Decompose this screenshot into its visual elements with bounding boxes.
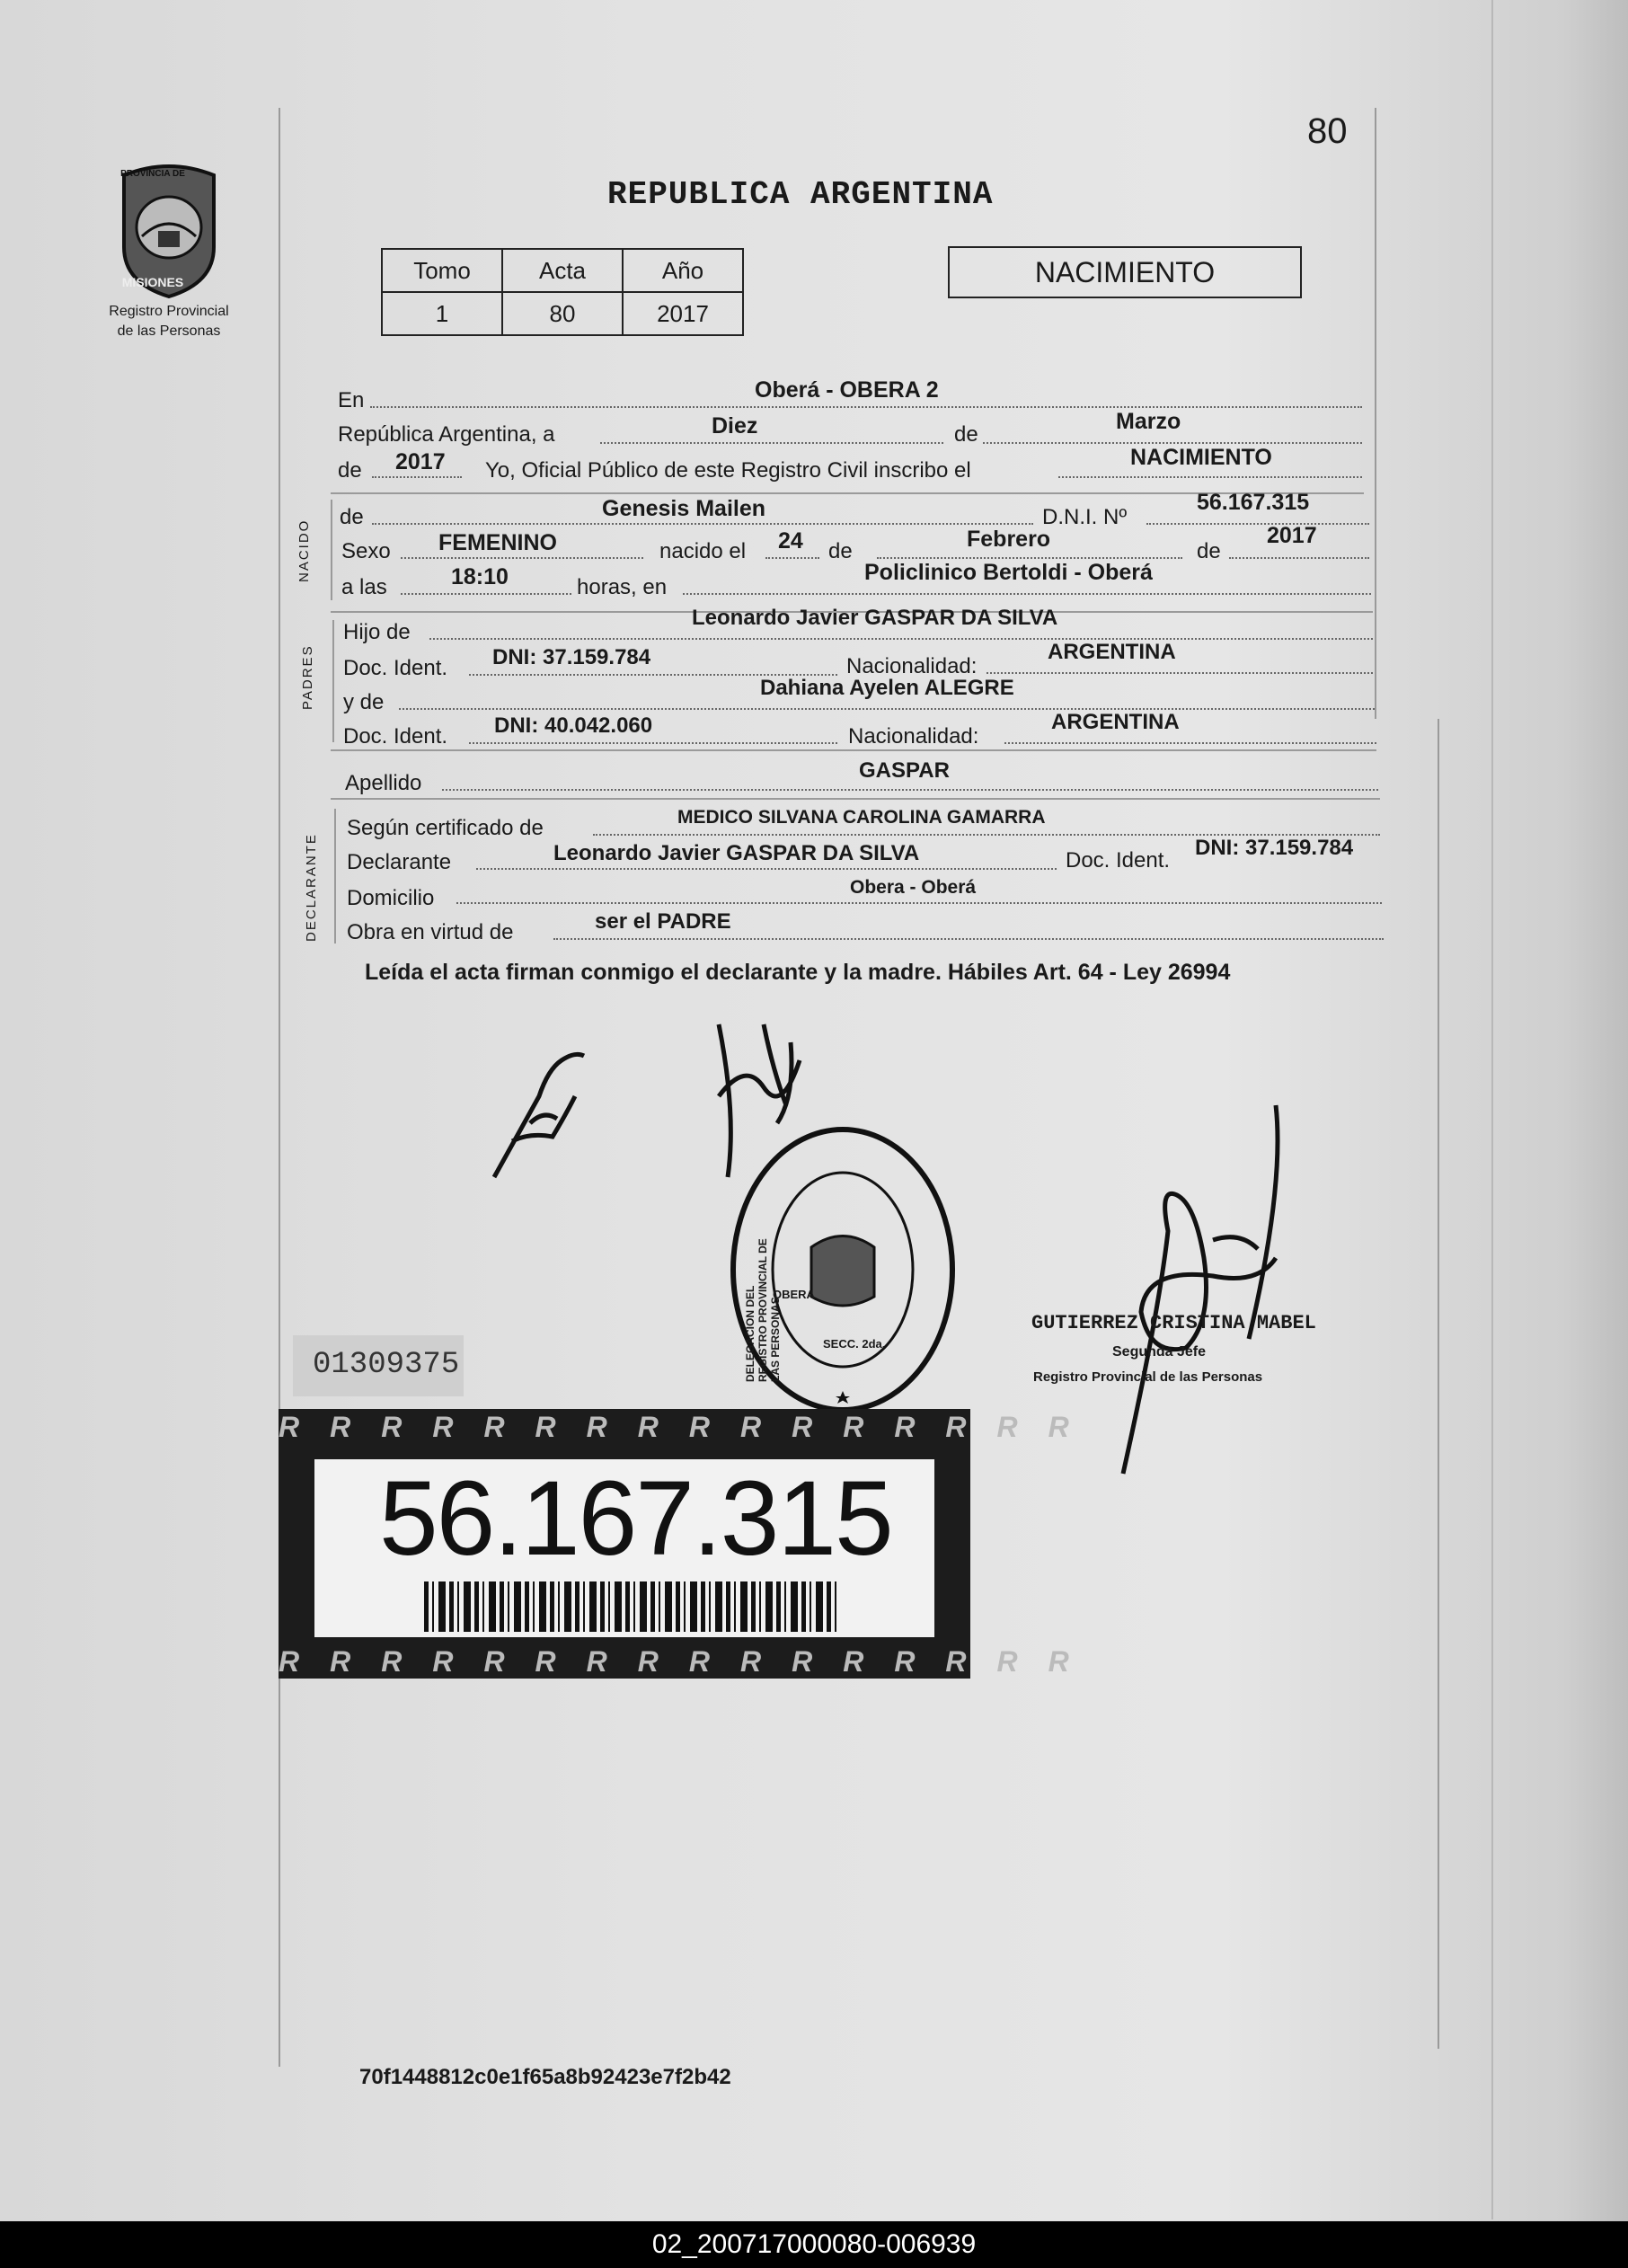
official-title: Segunda Jefe: [1112, 1344, 1207, 1360]
dotted-line: [429, 638, 1373, 640]
value-day: Diez: [712, 413, 758, 439]
section-separator: [331, 798, 1380, 800]
value-birth-place: Policlinico Bertoldi - Oberá: [864, 560, 1153, 585]
value-birth-day: 24: [778, 528, 803, 554]
signature-official: [1105, 1105, 1303, 1483]
dotted-line: [987, 672, 1373, 674]
label-doc-ident: Doc. Ident.: [343, 656, 448, 680]
right-margin-line: [1375, 108, 1376, 719]
dotted-line: [1229, 557, 1369, 559]
label-sexo: Sexo: [341, 539, 391, 563]
country-title: REPUBLICA ARGENTINA: [607, 176, 994, 213]
table-header-acta: Acta: [502, 249, 623, 292]
label-doc-ident2: Doc. Ident.: [343, 724, 448, 749]
label-domicilio: Domicilio: [347, 886, 435, 910]
section-separator: [331, 749, 1376, 751]
left-margin-line: [279, 108, 280, 2067]
value-father: Leonardo Javier GASPAR DA SILVA: [692, 606, 1058, 630]
label-de: de: [954, 422, 978, 447]
label-doc-ident3: Doc. Ident.: [1066, 848, 1171, 873]
page-number: 80: [1307, 111, 1348, 151]
label-yo: Yo, Oficial Público de este Registro Civil inscribo el: [485, 458, 971, 483]
table-value-tomo: 1: [382, 292, 502, 335]
document-hash: 70f1448812c0e1f65a8b92423e7f2b42: [359, 2065, 731, 2089]
logo-text-bottom: MISIONES: [121, 275, 184, 289]
signature-officer: [476, 1033, 602, 1186]
dotted-line: [372, 523, 1033, 525]
label-de-year: de: [338, 458, 362, 483]
value-mother-nationality: ARGENTINA: [1051, 710, 1180, 734]
value-year: 2017: [395, 449, 446, 474]
side-label-padres: PADRES: [300, 644, 315, 710]
label-de-name: de: [340, 505, 364, 529]
label-dni: D.N.I. Nº: [1042, 505, 1128, 529]
registry-name-line2: de las Personas: [117, 323, 221, 339]
dotted-line: [765, 557, 819, 559]
label-de2: de: [828, 539, 853, 563]
label-horas-en: horas, en: [577, 575, 668, 599]
table-header-tomo: Tomo: [382, 249, 502, 292]
value-father-nationality: ARGENTINA: [1048, 640, 1176, 664]
dotted-line: [1004, 742, 1376, 744]
section-bar-nacido: [331, 500, 332, 600]
pattern-letter: RRRRRRRRRRRRRRRR: [279, 1645, 1100, 1678]
pattern-letter: RRRRRRRRRRRRRRRR: [279, 1411, 1100, 1443]
dotted-line: [600, 442, 943, 444]
value-mother-doc: DNI: 40.042.060: [494, 713, 653, 738]
label-segun: Según certificado de: [347, 816, 544, 840]
label-nacionalidad: Nacionalidad:: [846, 654, 978, 678]
page-edge: [1491, 0, 1493, 2219]
footer-bar: [0, 2221, 1628, 2268]
label-de3: de: [1197, 539, 1221, 563]
serial-number: 01309375: [313, 1348, 460, 1382]
dotted-line: [370, 406, 1362, 408]
stamp-ring-text: DELEGACION DEL REGISTRO PROVINCIAL DE LAS PERSONAS: [744, 1238, 782, 1382]
table-value-acta: 80: [502, 292, 623, 335]
value-sex: FEMENINO: [438, 530, 557, 555]
value-declarant-doc: DNI: 37.159.784: [1195, 836, 1354, 860]
registry-stamp: [726, 1121, 960, 1418]
footer-id: 02_200717000080-006939: [651, 2229, 977, 2259]
barcode-pattern-bottom: [279, 1644, 1100, 1679]
dotted-line: [553, 938, 1384, 940]
section-bar-declarante: [334, 809, 336, 944]
dotted-line: [469, 742, 837, 744]
dotted-line: [401, 557, 643, 559]
value-birth-month: Febrero: [967, 527, 1051, 552]
value-surname: GASPAR: [859, 758, 950, 783]
dotted-line: [877, 557, 1182, 559]
registry-name-line1: Registro Provincial: [109, 304, 229, 319]
dotted-line: [983, 442, 1362, 444]
value-act: NACIMIENTO: [1130, 445, 1272, 470]
value-declarant: Leonardo Javier GASPAR DA SILVA: [553, 841, 920, 865]
official-name: GUTIERREZ CRISTINA MABEL: [1031, 1312, 1316, 1334]
side-label-nacido: NACIDO: [296, 518, 312, 582]
official-registry: Registro Provincial de las Personas: [1033, 1369, 1263, 1385]
dotted-line: [372, 476, 462, 478]
dotted-line: [399, 708, 1375, 710]
label-nacido-el: nacido el: [659, 539, 747, 563]
section-bar-padres: [332, 620, 334, 742]
dotted-line: [683, 593, 1371, 595]
label-republica: República Argentina, a: [338, 422, 555, 447]
record-type-box: NACIMIENTO: [948, 246, 1302, 298]
barcode-pattern-top: [279, 1409, 1100, 1445]
label-declarante: Declarante: [347, 850, 452, 874]
barcode-bars: [424, 1581, 837, 1632]
right-margin-line-lower: [1438, 719, 1439, 2049]
dotted-line: [401, 593, 571, 595]
table-value-ano: 2017: [623, 292, 743, 335]
label-obra: Obra en virtud de: [347, 920, 514, 944]
value-domicile: Obera - Oberá: [850, 877, 977, 898]
dotted-line: [476, 868, 1057, 870]
label-hijo-de: Hijo de: [343, 620, 411, 644]
value-dni: 56.167.315: [1197, 490, 1310, 515]
dotted-line: [442, 789, 1378, 791]
side-label-declarante: DECLARANTE: [304, 833, 319, 942]
label-apellido: Apellido: [345, 771, 422, 795]
logo-text-top: PROVINCIA DE: [120, 169, 185, 179]
label-a-las: a las: [341, 575, 387, 599]
value-certificate: MEDICO SILVANA CAROLINA GAMARRA: [677, 807, 1046, 828]
barcode-number: 56.167.315: [379, 1459, 892, 1578]
record-table: [381, 248, 744, 336]
value-birth-year: 2017: [1267, 523, 1317, 548]
label-en: En: [338, 388, 365, 412]
value-father-doc: DNI: 37.159.784: [492, 645, 651, 669]
value-mother: Dahiana Ayelen ALEGRE: [760, 676, 1014, 700]
label-y-de: y de: [343, 690, 385, 714]
value-name: Genesis Mailen: [602, 496, 766, 521]
stamp-section: SECC. 2da.: [823, 1337, 886, 1351]
value-month: Marzo: [1116, 409, 1181, 434]
value-birth-time: 18:10: [451, 564, 509, 589]
value-by-virtue: ser el PADRE: [595, 909, 731, 934]
table-header-ano: Año: [623, 249, 743, 292]
dotted-line: [1146, 523, 1369, 525]
barcode-label: [279, 1409, 1100, 1679]
label-nacionalidad2: Nacionalidad:: [848, 724, 979, 749]
dotted-line: [1058, 476, 1362, 478]
stamp-city: OBERA: [773, 1288, 815, 1301]
value-place: Oberá - OBERA 2: [755, 377, 939, 403]
closing-text: Leída el acta firman conmigo el declarante y la madre. Hábiles Art. 64 - Ley 26994: [365, 960, 1231, 985]
dotted-line: [456, 902, 1382, 904]
